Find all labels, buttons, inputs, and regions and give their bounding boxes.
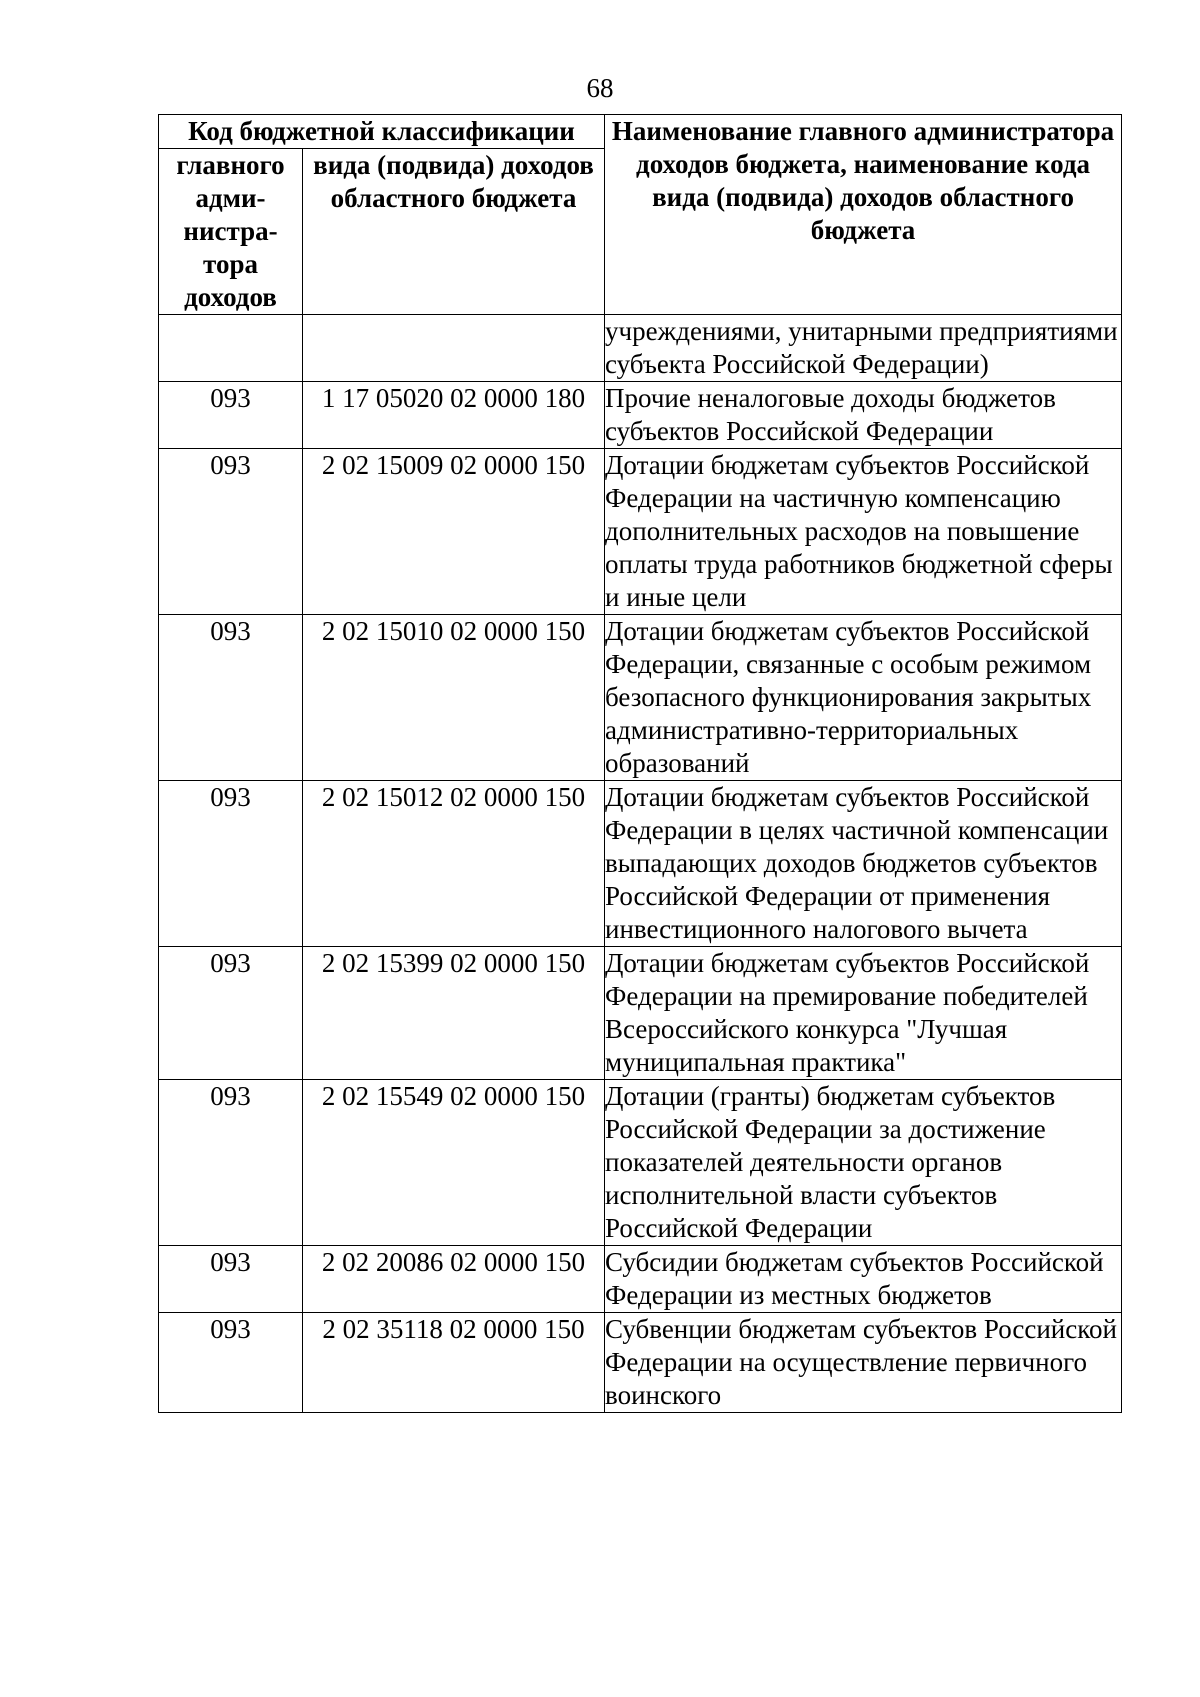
admin-code-cell: 093 xyxy=(159,615,303,781)
admin-code-cell: 093 xyxy=(159,781,303,947)
admin-code-cell: 093 xyxy=(159,1313,303,1413)
income-name-cell: Дотации бюджетам субъектов Российской Федерации в целях частичной компенсации выпадающих доходов бюджетов субъектов Российской Федерации от применения инвестиционного налогового вычета xyxy=(605,781,1122,947)
table-row xyxy=(159,1080,1122,1246)
admin-code-cell: 093 xyxy=(159,382,303,449)
income-name-cell: Субвенции бюджетам субъектов Российской Федерации на осуществление первичного воинского xyxy=(605,1313,1122,1413)
income-code-cell: 2 02 15009 02 0000 150 xyxy=(303,449,605,615)
income-name-cell: Дотации бюджетам субъектов Российской Федерации на премирование победителей Всероссийского конкурса "Лучшая муниципальная практика" xyxy=(605,947,1122,1080)
table-header-row-group xyxy=(159,115,1122,149)
income-name-cell: Дотации бюджетам субъектов Российской Федерации на частичную компенсацию дополнительных расходов на повышение оплаты труда работников бюджетной сферы и иные цели xyxy=(605,449,1122,615)
header-admin-line-1: главного xyxy=(176,150,285,180)
admin-code-cell: 093 xyxy=(159,947,303,1080)
income-code-cell: 2 02 15549 02 0000 150 xyxy=(303,1080,605,1246)
table-row xyxy=(159,947,1122,1080)
table-row xyxy=(159,315,1122,382)
table-row xyxy=(159,615,1122,781)
income-code-cell: 2 02 15012 02 0000 150 xyxy=(303,781,605,947)
admin-code-cell: 093 xyxy=(159,1080,303,1246)
header-administrator-name: Наименование главного администратора доходов бюджета, наименование кода вида (подвида) доходов областного бюджета xyxy=(605,115,1122,315)
income-name-cell: Дотации (гранты) бюджетам субъектов Российской Федерации за достижение показателей деятельности органов исполнительной власти субъектов Российской Федерации xyxy=(605,1080,1122,1246)
income-code-cell: 1 17 05020 02 0000 180 xyxy=(303,382,605,449)
income-code-cell: 2 02 20086 02 0000 150 xyxy=(303,1246,605,1313)
admin-code-cell: 093 xyxy=(159,449,303,615)
header-admin-line-2: адми- xyxy=(195,183,266,213)
page-number: 68 xyxy=(586,73,614,103)
table-row xyxy=(159,382,1122,449)
admin-code-cell: 093 xyxy=(159,1246,303,1313)
income-name-cell: Дотации бюджетам субъектов Российской Федерации, связанные с особым режимом безопасного функционирования закрытых административно-территориальных образований xyxy=(605,615,1122,781)
table-row xyxy=(159,1246,1122,1313)
table-row xyxy=(159,1313,1122,1413)
header-admin-line-4: тора xyxy=(203,249,258,279)
header-admin-line-3: нистра- xyxy=(183,216,278,246)
table-row xyxy=(159,781,1122,947)
income-name-cell: Прочие неналоговые доходы бюджетов субъектов Российской Федерации xyxy=(605,382,1122,449)
header-budget-classification-code: Код бюджетной классификации xyxy=(159,115,605,149)
income-code-cell: 2 02 15010 02 0000 150 xyxy=(303,615,605,781)
table-body xyxy=(159,315,1122,1413)
income-name-cell: учреждениями, унитарными предприятиями субъекта Российской Федерации) xyxy=(605,315,1122,382)
header-main-administrator xyxy=(159,149,303,315)
income-code-cell: 2 02 15399 02 0000 150 xyxy=(303,947,605,1080)
income-name-cell: Субсидии бюджетам субъектов Российской Федерации из местных бюджетов xyxy=(605,1246,1122,1313)
header-admin-line-5: доходов xyxy=(184,282,277,312)
header-income-type-code: вида (подвида) доходов областного бюджета xyxy=(303,149,605,315)
budget-classification-table xyxy=(158,114,1122,1413)
income-code-cell xyxy=(303,315,605,382)
income-code-cell: 2 02 35118 02 0000 150 xyxy=(303,1313,605,1413)
table-row xyxy=(159,449,1122,615)
admin-code-cell xyxy=(159,315,303,382)
